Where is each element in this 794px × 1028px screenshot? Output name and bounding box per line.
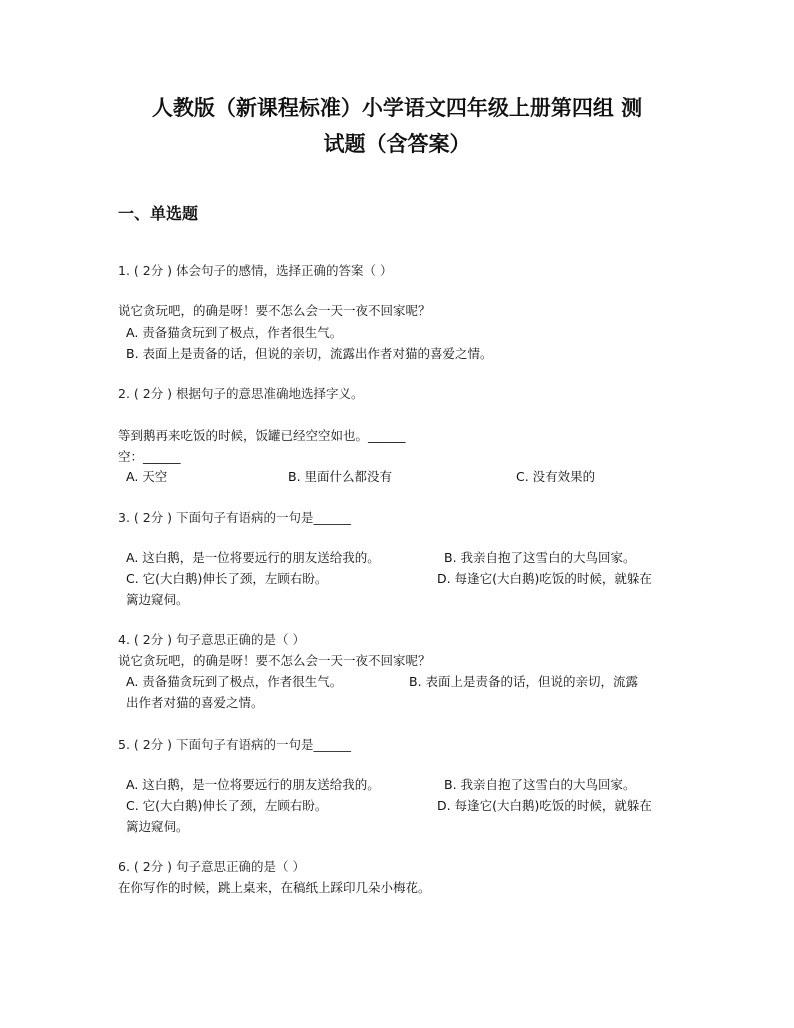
document-title-line-1: 人教版（新课程标准）小学语文四年级上册第四组 测 <box>151 95 643 120</box>
question-3-option-c: C. 它(大白鹅)伸长了颈，左顾右盼。 <box>126 571 328 586</box>
question-4-option-a: A. 责备猫贪玩到了极点，作者很生气。 <box>126 674 343 689</box>
question-2-option-b: B. 里面什么都没有 <box>288 469 393 484</box>
question-3-option-d-continued: 篱边窥伺。 <box>126 592 189 607</box>
question-5-option-c: C. 它(大白鹅)伸长了颈，左顾右盼。 <box>126 798 328 813</box>
question-5-option-b: B. 我亲自抱了这雪白的大鸟回家。 <box>444 777 636 792</box>
question-4-option-b: B. 表面上是责备的话，但说的亲切，流露 <box>409 674 639 689</box>
question-4-stem: 4. ( 2分 ) 句子意思正确的是（ ） <box>118 632 306 647</box>
question-3-option-d: D. 每逢它(大白鹅)吃饭的时候，就躲在 <box>437 571 652 586</box>
question-1-option-a: A. 责备猫贪玩到了极点，作者很生气。 <box>126 325 343 340</box>
question-1-sentence: 说它贪玩吧，的确是呀！要不怎么会一天一夜不回家呢？ <box>118 303 431 318</box>
question-4-sentence: 说它贪玩吧，的确是呀！要不怎么会一天一夜不回家呢？ <box>118 653 431 668</box>
question-3-stem: 3. ( 2分 ) 下面句子有语病的一句是______ <box>118 510 352 525</box>
question-6-stem: 6. ( 2分 ) 句子意思正确的是（ ） <box>118 859 306 874</box>
question-2-option-a: A. 天空 <box>126 469 168 484</box>
question-3-option-a: A. 这白鹅，是一位将要远行的朋友送给我的。 <box>126 550 380 565</box>
question-2-stem: 2. ( 2分 ) 根据句子的意思准确地选择字义。 <box>118 386 364 401</box>
question-1-option-b: B. 表面上是责备的话，但说的亲切，流露出作者对猫的喜爱之情。 <box>126 346 493 361</box>
question-2-sentence: 等到鹅再来吃饭的时候，饭罐已经空空如也。______ <box>118 428 406 443</box>
question-5-option-d-continued: 篱边窥伺。 <box>126 819 189 834</box>
question-5-option-d: D. 每逢它(大白鹅)吃饭的时候，就躲在 <box>437 798 652 813</box>
question-4-option-b-continued: 出作者对猫的喜爱之情。 <box>126 695 264 710</box>
question-5-option-a: A. 这白鹅，是一位将要远行的朋友送给我的。 <box>126 777 380 792</box>
section-heading: 一、单选题 <box>118 204 199 223</box>
document-title-line-2: 试题（含答案） <box>323 131 471 156</box>
question-6-sentence: 在你写作的时候，跳上桌来，在稿纸上踩印几朵小梅花。 <box>118 880 431 895</box>
question-5-stem: 5. ( 2分 ) 下面句子有语病的一句是______ <box>118 737 352 752</box>
question-2-option-c: C. 没有效果的 <box>516 469 596 484</box>
question-3-option-b: B. 我亲自抱了这雪白的大鸟回家。 <box>444 550 636 565</box>
question-2-sentence-blank: 空：______ <box>118 449 181 464</box>
question-1-stem: 1. ( 2分 ) 体会句子的感情，选择正确的答案（ ） <box>118 263 393 278</box>
